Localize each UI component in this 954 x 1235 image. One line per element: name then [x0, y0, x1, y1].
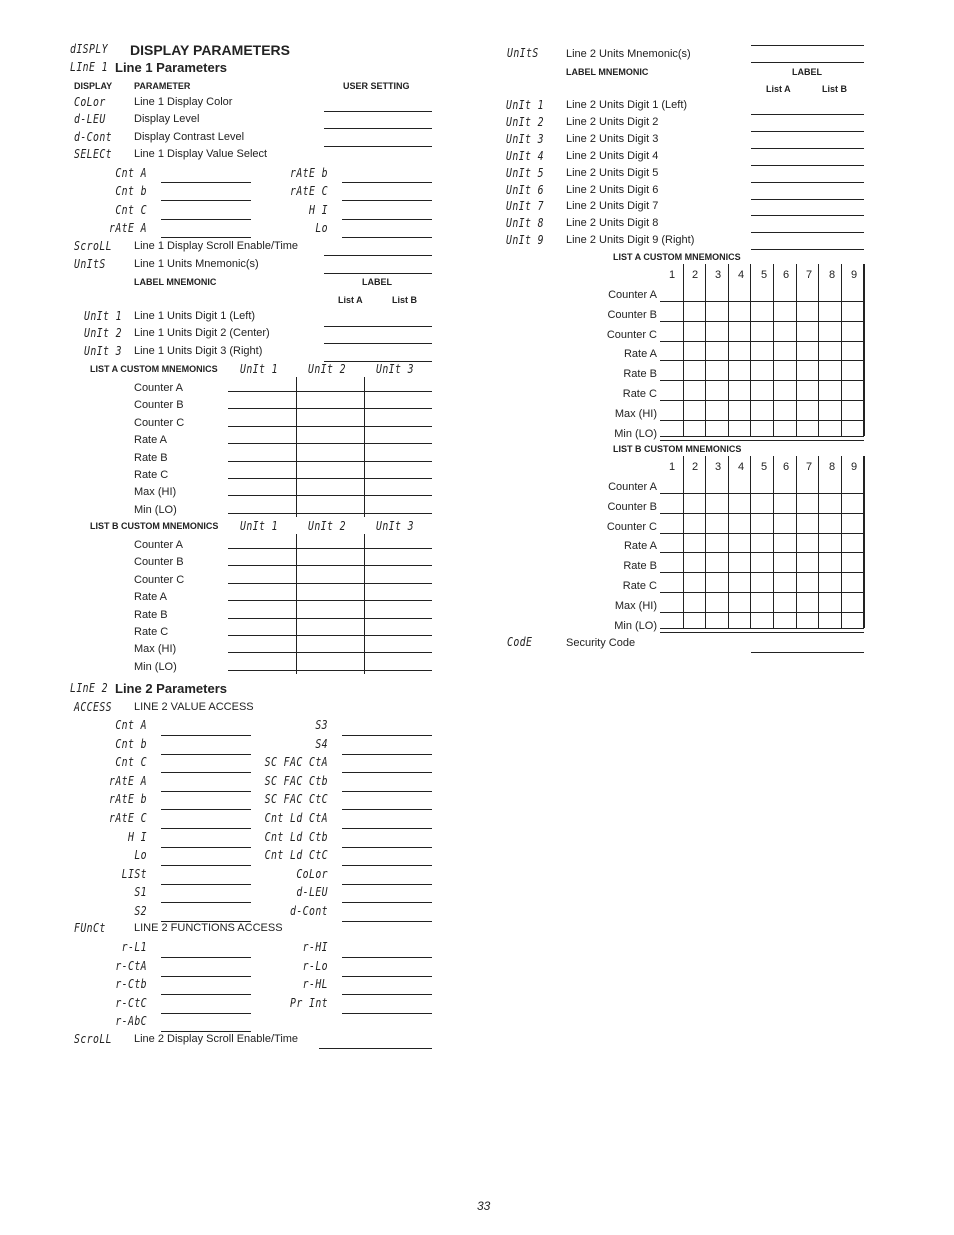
access-option-field[interactable]	[342, 754, 432, 755]
mnemonic-row-label: Counter B	[607, 308, 657, 321]
funct-option-field[interactable]	[161, 1013, 251, 1014]
funct-option-field[interactable]	[161, 994, 251, 995]
funct-option-code: r-CtA	[115, 958, 147, 973]
access-option-code: rAtE A	[108, 773, 147, 788]
unit-digit-code: UnIt 7	[506, 199, 545, 214]
unit-digit-label: Line 2 Units Digit 3	[566, 132, 659, 145]
grid-row-line[interactable]	[660, 592, 864, 593]
user-setting-field[interactable]	[324, 128, 432, 129]
section-code: dISPLY	[70, 42, 109, 56]
mnemonic-row-line[interactable]	[228, 548, 432, 549]
grid-column-line	[841, 456, 842, 628]
mnemonic-row-label: Min (LO)	[134, 503, 177, 516]
access-option-code: d-LEU	[296, 885, 328, 900]
scroll2-code: ScroLL	[74, 1032, 113, 1046]
grid-column-line	[728, 264, 729, 436]
unit-digit-label: Line 2 Units Digit 7	[566, 200, 659, 213]
mnemonic-row-label: Rate C	[622, 580, 657, 592]
user-setting-field[interactable]	[324, 146, 432, 147]
unit-digit-code: UnIt 1	[84, 309, 123, 323]
units2-label: Line 2 Units Mnemonic(s)	[566, 48, 691, 60]
mnemonic-row-line[interactable]	[228, 408, 432, 409]
security-code: CodE	[507, 635, 533, 649]
param-label: Display Level	[134, 113, 200, 125]
access-option-code: LISt	[121, 866, 147, 881]
unit-column-code: UnIt 2	[308, 519, 347, 533]
digit-column-header: 5	[760, 269, 768, 281]
access-option-field[interactable]	[342, 772, 432, 773]
access-option-field[interactable]	[342, 735, 432, 736]
mnemonic-row-label: Max (HI)	[614, 599, 657, 612]
digit-column-header: 2	[691, 269, 699, 281]
unit-digit-label: Line 1 Units Digit 2 (Center)	[134, 327, 270, 339]
mnemonic-row-line[interactable]	[228, 670, 432, 671]
units-setting-field[interactable]	[324, 273, 432, 274]
grid-column-line	[841, 264, 842, 436]
grid-row-line[interactable]	[660, 301, 864, 302]
digit-column-header: 6	[782, 269, 790, 281]
digit-column-header: 5	[760, 461, 768, 473]
grid-column-line	[683, 264, 684, 436]
mnemonic-row-line[interactable]	[228, 583, 432, 584]
access-label: LINE 2 VALUE ACCESS	[134, 701, 254, 713]
unit-digit-code: UnIt 4	[506, 148, 545, 163]
mnemonic-row-label: Counter C	[606, 520, 657, 533]
access-option-field[interactable]	[342, 865, 432, 866]
access-option-code: SC FAC CtA	[264, 755, 328, 770]
access-option-code: Lo	[134, 848, 147, 863]
digit-column-header: 4	[737, 461, 745, 473]
access-option-code: SC FAC Ctb	[264, 773, 328, 788]
access-option-code: Cnt C	[115, 755, 147, 770]
access-option-field[interactable]	[161, 809, 251, 810]
access-option-field[interactable]	[342, 809, 432, 810]
unit-digit-field[interactable]	[751, 232, 864, 233]
grid-row-line[interactable]	[660, 552, 864, 553]
access-option-code: Cnt Ld CtA	[264, 811, 328, 825]
access-option-code: SC FAC CtC	[264, 792, 328, 807]
unit-digit-code: UnIt 1	[506, 98, 545, 112]
grid-column-line	[773, 456, 774, 628]
access-code: ACCESS	[74, 700, 113, 714]
select-option-code: H I	[308, 203, 328, 217]
select-option-code: rAtE b	[289, 166, 328, 180]
access-option-field[interactable]	[342, 902, 432, 903]
param-label: Display Contrast Level	[134, 131, 245, 143]
unit-digit-field[interactable]	[751, 199, 864, 200]
unit-digit-code: UnIt 8	[506, 216, 545, 231]
page-number: 33	[477, 1199, 491, 1213]
param-label: Line 1 Display Color	[134, 96, 233, 108]
col-parameter-header: PARAMETER	[134, 81, 191, 91]
col-display-header: DISPLAY	[74, 81, 113, 91]
grid-row-line[interactable]	[660, 513, 864, 514]
unit-digit-label: Line 2 Units Digit 9 (Right)	[566, 234, 695, 247]
mnemonic-row-label: Rate B	[134, 608, 168, 621]
grid-column-line	[818, 456, 819, 628]
list-b-header: List B	[392, 295, 418, 305]
mnemonic-table-title: LIST B CUSTOM MNEMONICS	[90, 521, 219, 531]
mnemonic-row-line[interactable]	[228, 618, 432, 619]
grid-column-line	[796, 456, 797, 628]
access-option-code: Cnt Ld CtC	[264, 848, 328, 863]
access-option-code: Cnt A	[115, 718, 147, 732]
grid-column-line	[796, 264, 797, 436]
access-option-code: d-Cont	[289, 904, 328, 918]
grid-column-line	[750, 456, 751, 628]
access-option-code: Cnt Ld Ctb	[264, 829, 328, 844]
units2-top-line	[751, 45, 864, 46]
access-option-field[interactable]	[342, 847, 432, 848]
label-header: LABEL	[362, 277, 392, 287]
mnemonic-table-title: LIST B CUSTOM MNEMONICS	[613, 444, 742, 454]
mnemonic-row-label: Rate A	[134, 591, 168, 604]
unit-digit-field[interactable]	[751, 215, 864, 216]
grid-row-line[interactable]	[660, 400, 864, 401]
mnemonic-row-label: Counter A	[134, 382, 183, 394]
param-code: d-Cont	[74, 130, 113, 144]
mnemonic-row-line[interactable]	[228, 635, 432, 636]
grid-column-line	[728, 456, 729, 628]
mnemonic-row-label: Counter B	[134, 399, 184, 412]
unit-digit-field[interactable]	[324, 326, 432, 327]
access-option-field[interactable]	[342, 828, 432, 829]
mnemonic-row-label: Max (HI)	[614, 407, 657, 420]
grid-row-line[interactable]	[660, 632, 864, 633]
unit-digit-field[interactable]	[751, 131, 864, 132]
grid-column-line	[773, 264, 774, 436]
param-code: SELECt	[74, 147, 113, 161]
units2-setting-field[interactable]	[751, 62, 864, 63]
section-title: DISPLAY PARAMETERS	[130, 42, 290, 58]
unit-digit-label: Line 2 Units Digit 4	[566, 149, 659, 162]
mnemonic-row-label: Rate B	[623, 368, 657, 381]
security-label: Security Code	[566, 637, 636, 649]
mnemonic-row-line[interactable]	[228, 443, 432, 444]
digit-column-header: 7	[805, 461, 813, 473]
access-option-field[interactable]	[342, 921, 432, 922]
grid-column-line	[750, 264, 751, 436]
mnemonic-row-label: Rate A	[134, 434, 168, 447]
funct-option-code: r-HI	[302, 940, 328, 954]
digit-column-header: 8	[828, 461, 836, 473]
param-code: d-LEU	[74, 112, 106, 126]
line1-code: LInE 1	[70, 60, 109, 74]
funct-option-code: r-L1	[121, 940, 147, 954]
select-option-code: rAtE C	[289, 184, 328, 198]
unit-digit-code: UnIt 5	[506, 165, 545, 180]
mnemonic-row-label: Counter C	[606, 328, 657, 341]
unit-column-code: UnIt 1	[240, 362, 279, 376]
access-option-field[interactable]	[161, 828, 251, 829]
grid-row-line	[660, 436, 864, 437]
digit-column-header: 9	[850, 461, 858, 473]
access-option-field[interactable]	[161, 902, 251, 903]
security-code-field[interactable]	[751, 652, 864, 653]
select-option-field[interactable]	[161, 200, 251, 201]
col-user-setting-header: USER SETTING	[343, 81, 410, 91]
mnemonic-row-label: Min (LO)	[614, 427, 657, 440]
unit-column-code: UnIt 3	[376, 362, 415, 376]
access-option-code: S1	[134, 885, 147, 900]
select-option-code: Cnt b	[115, 184, 147, 198]
mnemonic-row-label: Rate A	[623, 540, 657, 553]
unit-digit-field[interactable]	[751, 165, 864, 166]
unit-digit-code: UnIt 3	[84, 344, 123, 358]
mnemonic-row-label: Rate C	[134, 469, 169, 481]
unit-digit-code: UnIt 9	[506, 233, 545, 248]
mnemonic-row-line[interactable]	[228, 565, 432, 566]
mnemonic-row-label: Min (LO)	[614, 619, 657, 632]
unit-digit-field[interactable]	[324, 343, 432, 344]
select-option-field[interactable]	[342, 237, 432, 238]
funct-option-code: r-CtC	[115, 995, 147, 1010]
unit-column-code: UnIt 2	[308, 362, 347, 376]
mnemonic-row-label: Counter B	[607, 500, 657, 513]
label-mnemonic-header: LABEL MNEMONIC	[134, 277, 217, 287]
mnemonic-row-line[interactable]	[228, 478, 432, 479]
grid-row-line[interactable]	[660, 341, 864, 342]
mnemonic-row-label: Counter B	[134, 556, 184, 569]
label-header: LABEL	[792, 67, 822, 77]
unit-digit-label: Line 2 Units Digit 2	[566, 115, 659, 128]
mnemonic-row-label: Counter A	[608, 289, 657, 301]
select-option-field[interactable]	[342, 182, 432, 183]
unit-column-code: UnIt 1	[240, 519, 279, 533]
label-mnemonic-header: LABEL MNEMONIC	[566, 67, 649, 77]
access-option-field[interactable]	[161, 791, 251, 792]
unit-digit-label: Line 2 Units Digit 1 (Left)	[566, 99, 688, 111]
unit-digit-field[interactable]	[751, 114, 864, 115]
units2-code: UnItS	[507, 46, 539, 60]
funct-option-field[interactable]	[342, 957, 432, 958]
mnemonic-row-line[interactable]	[228, 426, 432, 427]
grid-row-line[interactable]	[660, 493, 864, 494]
mnemonic-row-label: Rate A	[623, 348, 657, 361]
mnemonic-row-label: Max (HI)	[134, 643, 177, 656]
grid-row-line[interactable]	[660, 380, 864, 381]
grid-row-line[interactable]	[660, 420, 864, 421]
unit-digit-code: UnIt 6	[506, 182, 545, 197]
mnemonic-row-line[interactable]	[228, 652, 432, 653]
grid-row-line	[660, 628, 864, 629]
select-option-field[interactable]	[342, 219, 432, 220]
mnemonic-table-title: LIST A CUSTOM MNEMONICS	[613, 252, 741, 262]
mnemonic-row-label: Counter C	[134, 416, 185, 429]
unit-digit-label: Line 2 Units Digit 6	[566, 183, 659, 196]
grid-column-line	[705, 456, 706, 628]
grid-column-line	[864, 264, 865, 436]
grid-column-line	[683, 456, 684, 628]
scroll2-setting-field[interactable]	[319, 1048, 432, 1049]
unit-digit-label: Line 2 Units Digit 8	[566, 217, 659, 230]
unit-digit-code: UnIt 2	[84, 326, 123, 340]
digit-column-header: 8	[828, 269, 836, 281]
grid-row-line[interactable]	[660, 612, 864, 613]
line2-code: LInE 2	[70, 681, 109, 695]
grid-row-line[interactable]	[660, 321, 864, 322]
grid-column-line	[864, 456, 865, 628]
select-option-code: rAtE A	[108, 221, 147, 235]
funct-option-code: r-Ctb	[115, 977, 147, 991]
unit-digit-label: Line 1 Units Digit 3 (Right)	[134, 345, 263, 357]
line2-title: Line 2 Parameters	[115, 681, 228, 696]
digit-column-header: 7	[805, 269, 813, 281]
grid-row-line[interactable]	[660, 360, 864, 361]
unit-digit-field[interactable]	[751, 148, 864, 149]
scroll-setting-field[interactable]	[324, 255, 432, 256]
param-label: Line 1 Display Value Select	[134, 148, 268, 160]
access-option-code: S2	[134, 904, 147, 918]
grid-column-line	[705, 264, 706, 436]
digit-column-header: 6	[782, 461, 790, 473]
grid-column-line	[818, 264, 819, 436]
mnemonic-row-label: Counter A	[608, 481, 657, 493]
mnemonic-row-label: Rate C	[622, 388, 657, 400]
mnemonic-row-line[interactable]	[228, 495, 432, 496]
scroll-label: Line 1 Display Scroll Enable/Time	[134, 240, 299, 252]
unit-digit-field[interactable]	[751, 182, 864, 183]
digit-column-header: 3	[714, 461, 722, 473]
mnemonic-row-label: Min (LO)	[134, 660, 177, 673]
mnemonic-row-line[interactable]	[228, 461, 432, 462]
select-option-field[interactable]	[342, 200, 432, 201]
mnemonic-row-line[interactable]	[228, 513, 432, 514]
access-option-code: CoLor	[296, 866, 328, 881]
digit-column-header: 1	[668, 269, 676, 281]
access-option-field[interactable]	[161, 865, 251, 866]
select-option-code: Cnt C	[115, 203, 147, 217]
scroll-code: ScroLL	[74, 239, 113, 253]
unit-digit-label: Line 2 Units Digit 5	[566, 166, 659, 179]
access-option-field[interactable]	[161, 847, 251, 848]
access-option-field[interactable]	[342, 884, 432, 885]
select-option-code: Cnt A	[115, 166, 147, 180]
unit-digit-field[interactable]	[751, 249, 864, 250]
mnemonic-row-label: Rate B	[134, 451, 168, 464]
grid-row-line[interactable]	[660, 533, 864, 534]
user-setting-field[interactable]	[324, 111, 432, 112]
mnemonic-row-line[interactable]	[228, 600, 432, 601]
funct-option-field[interactable]	[161, 976, 251, 977]
mnemonic-row-label: Rate C	[134, 626, 169, 638]
list-a-header: List A	[766, 84, 791, 94]
access-option-field[interactable]	[161, 884, 251, 885]
unit-column-code: UnIt 3	[376, 519, 415, 533]
funct-option-field[interactable]	[342, 1013, 432, 1014]
mnemonic-table-title: LIST A CUSTOM MNEMONICS	[90, 364, 218, 374]
unit-digit-label: Line 1 Units Digit 1 (Left)	[134, 310, 256, 322]
digit-column-header: 9	[850, 269, 858, 281]
access-option-code: H I	[127, 829, 147, 844]
select-option-field[interactable]	[161, 182, 251, 183]
funct-code: FUnCt	[74, 921, 106, 935]
grid-row-line[interactable]	[660, 572, 864, 573]
unit-digit-code: UnIt 2	[506, 114, 545, 129]
funct-label: LINE 2 FUNCTIONS ACCESS	[134, 922, 283, 934]
list-b-header: List B	[822, 84, 848, 94]
digit-column-header: 3	[714, 269, 722, 281]
access-option-code: S3	[315, 718, 328, 732]
list-a-header: List A	[338, 295, 363, 305]
line1-title: Line 1 Parameters	[115, 60, 228, 75]
funct-option-field[interactable]	[161, 957, 251, 958]
funct-option-field[interactable]	[342, 994, 432, 995]
param-code: CoLor	[74, 95, 106, 109]
mnemonic-row-label: Rate B	[623, 560, 657, 573]
grid-row-line[interactable]	[660, 440, 864, 441]
access-option-field[interactable]	[342, 791, 432, 792]
funct-option-code: r-AbC	[115, 1014, 147, 1028]
select-option-field[interactable]	[161, 237, 251, 238]
funct-option-field[interactable]	[161, 1031, 251, 1032]
access-option-code: rAtE C	[108, 811, 147, 825]
units-code: UnItS	[74, 257, 106, 271]
mnemonic-row-line[interactable]	[228, 391, 432, 392]
access-option-field[interactable]	[161, 772, 251, 773]
mnemonic-row-label: Max (HI)	[134, 486, 177, 499]
funct-option-field[interactable]	[342, 976, 432, 977]
funct-option-code: Pr Int	[289, 995, 328, 1010]
scroll2-label: Line 2 Display Scroll Enable/Time	[134, 1033, 299, 1045]
mnemonic-row-label: Counter C	[134, 573, 185, 586]
select-option-field[interactable]	[161, 219, 251, 220]
digit-column-header: 4	[737, 269, 745, 281]
mnemonic-row-label: Counter A	[134, 539, 183, 551]
access-option-code: rAtE b	[108, 792, 147, 807]
funct-option-code: r-HL	[302, 977, 328, 991]
select-option-code: Lo	[315, 221, 328, 235]
unit-digit-code: UnIt 3	[506, 131, 545, 146]
access-option-code: S4	[315, 736, 328, 751]
access-option-field[interactable]	[161, 754, 251, 755]
funct-option-code: r-Lo	[302, 958, 328, 973]
digit-column-header: 2	[691, 461, 699, 473]
units-label: Line 1 Units Mnemonic(s)	[134, 258, 259, 270]
access-option-code: Cnt b	[115, 736, 147, 751]
access-option-field[interactable]	[161, 735, 251, 736]
digit-column-header: 1	[668, 461, 676, 473]
